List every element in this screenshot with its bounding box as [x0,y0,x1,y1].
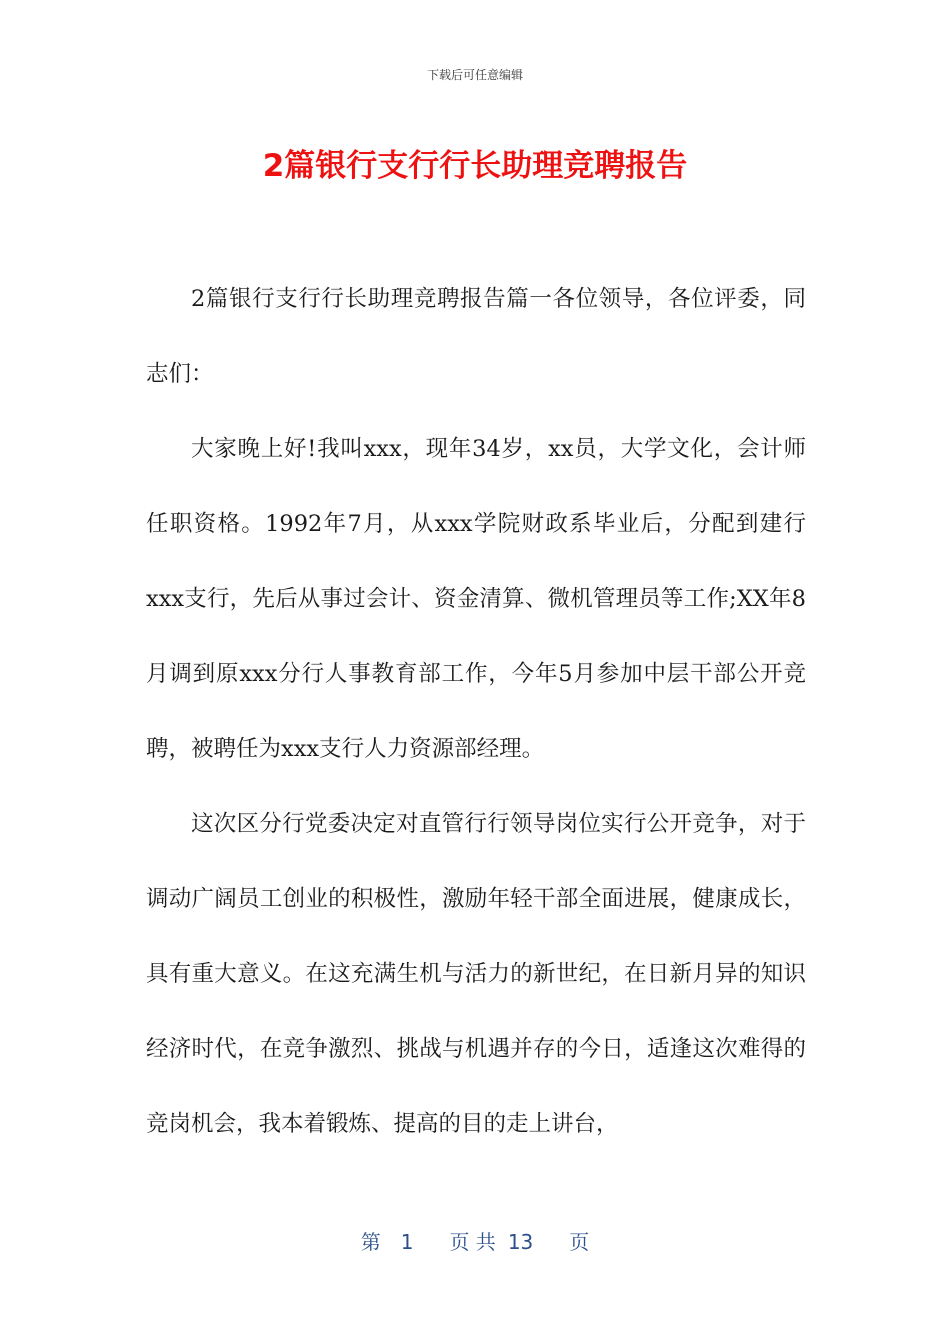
document-title: 2篇银行支行行长助理竞聘报告 [262,148,688,184]
page-footer [0,1226,950,1255]
paragraph: 大家晚上好!我叫xxx，现年34岁，xx员，大学文化，会计师任职资格。1992年7月，从xxx学院财政系毕业后，分配到建行xxx支行，先后从事过会计、资金清算、微机管理员等工作;XX年8月调到原xxx分行人事教育部工作，今年5月参加中层干部公开竞聘，被聘任为xxx支行人力资源部经理。 [146,436,806,762]
paragraph: 这次区分行党委决定对直管行行领导岗位实行公开竞争，对于调动广阔员工创业的积极性，激励年轻干部全面进展，健康成长，具有重大意义。在这充满生机与活力的新世纪，在日新月异的知识经济时代，在竞争激烈、挑战与机遇并存的今日，适逢这次难得的竞岗机会，我本着锻炼、提高的目的走上讲台， [146,811,806,1137]
document-body [146,262,806,1162]
total-pages: 13 [507,1230,534,1254]
header-note: 下载后可任意编辑 [426,68,523,82]
current-page-number: 1 [400,1230,414,1254]
page-prefix: 第 [360,1230,381,1254]
page-suffix: 页 [569,1230,590,1254]
paragraph: 2篇银行支行行长助理竞聘报告篇一各位领导，各位评委，同志们： [146,286,806,387]
page-mid-text: 页 共 [449,1230,496,1254]
